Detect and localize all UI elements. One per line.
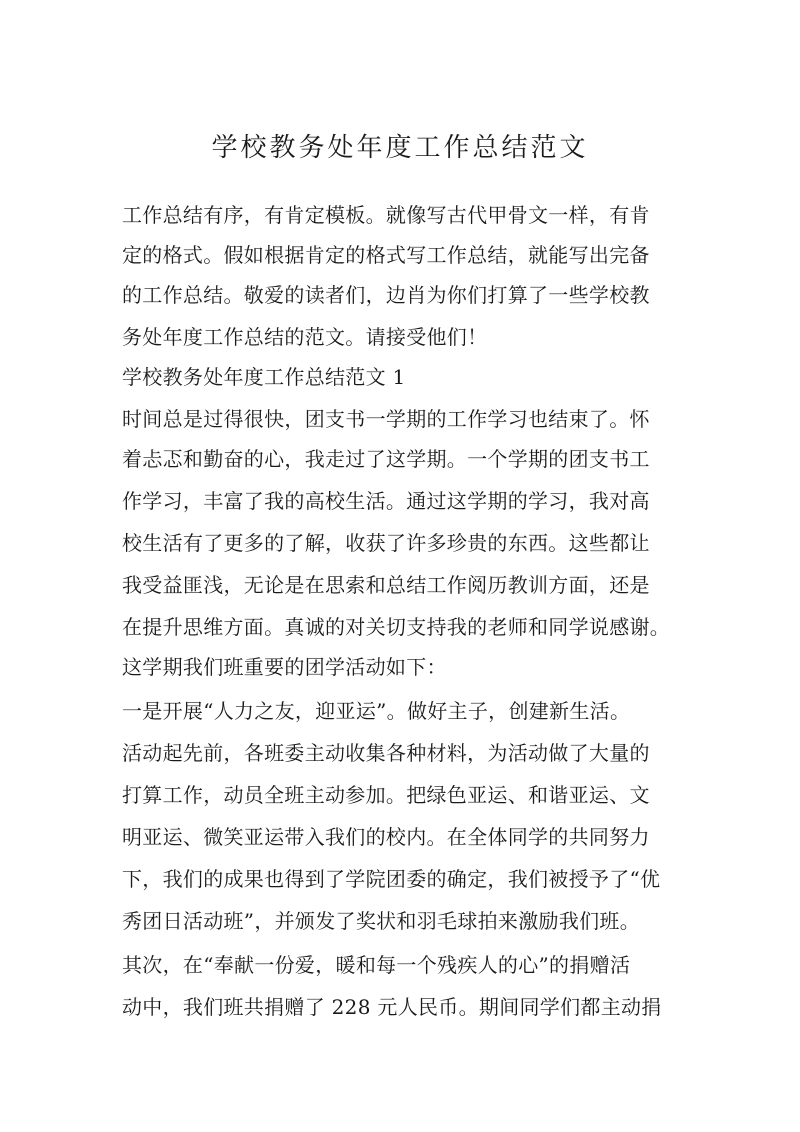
body-line-12: 这学期我们班重要的团学活动如下： [122,655,447,679]
body-line-16: 明亚运、微笑亚运带入我们的校内。在全体同学的共同努力 [122,825,650,849]
body-line-4: 务处年度工作总结的范文。请接受他们！ [122,325,488,349]
body-line-13: 一是开展“人力之友，迎亚运”。做好主子，创建新生活。 [122,699,631,723]
section-heading: 学校教务处年度工作总结范文 1 [122,365,406,389]
body-line-17: 下，我们的成果也得到了学院团委的确定，我们被授予了“优 [122,867,661,891]
body-line-15: 打算工作，动员全班主动参加。把绿色亚运、和谐亚运、文 [122,783,650,807]
body-line-14: 活动起先前，各班委主动收集各种材料，为活动做了大量的 [122,741,650,765]
body-line-19: 其次，在“奉献一份爱，暖和每一个残疾人的心”的捐赠活 [122,953,631,977]
document-title: 学校教务处年度工作总结范文 [211,133,589,163]
body-line-6: 时间总是过得很快，团支书一学期的工作学习也结束了。怀 [122,407,650,431]
body-line-9: 校生活有了更多的了解，收获了许多珍贵的东西。这些都让 [122,531,650,555]
body-line-8: 作学习，丰富了我的高校生活。通过这学期的学习，我对高 [122,489,650,513]
body-line-11: 在提升思维方面。真诚的对关切支持我的老师和同学说感谢。 [122,615,671,639]
body-line-7: 着忐忑和勤奋的心，我走过了这学期。一个学期的团支书工 [122,447,650,471]
body-line-1: 工作总结有序，有肯定模板。就像写古代甲骨文一样，有肯 [122,203,650,227]
body-line-20: 动中，我们班共捐赠了 228 元人民币。期间同学们都主动捐 [122,995,662,1019]
body-line-2: 定的格式。假如根据肯定的格式写工作总结，就能写出完备 [122,243,650,267]
body-line-3: 的工作总结。敬爱的读者们，边肖为你们打算了一些学校教 [122,283,650,307]
body-line-10: 我受益匪浅，无论是在思索和总结工作阅历教训方面，还是 [122,573,650,597]
body-line-18: 秀团日活动班”，并颁发了奖状和羽毛球拍来激励我们班。 [122,909,641,933]
